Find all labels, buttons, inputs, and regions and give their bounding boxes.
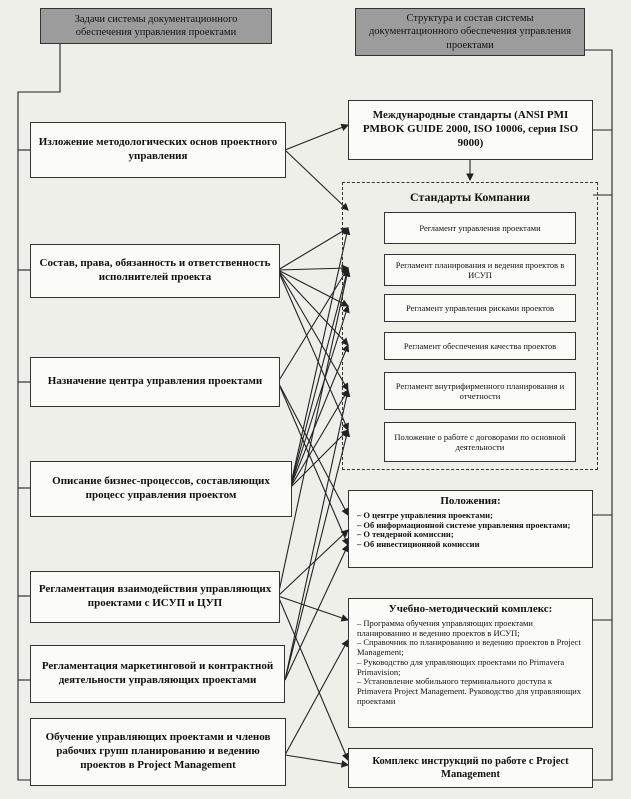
std-item-4: Регламент обеспечения качества проектов <box>384 332 576 360</box>
regulation-item: – О тендерной комиссии; <box>357 529 454 540</box>
std-item-1: Регламент управления проектами <box>384 212 576 244</box>
task-training: Обучение управляющих проектами и членов рабочих групп планированию и ведению проектов в Project Management <box>30 718 286 786</box>
training-item: – Справочник по планированию и ведению проектов в Project Management; <box>357 637 581 658</box>
regulations-title: Положения: <box>440 495 501 507</box>
task-pmo: Назначение центра управления проектами <box>30 357 280 407</box>
training-complex-title: Учебно-методический комплекс: <box>388 603 553 615</box>
std-item-2: Регламент планирования и ведения проектов в ИСУП <box>384 254 576 286</box>
task-business-processes: Описание бизнес-процессов, составляющих процесс управления проектом <box>30 461 292 517</box>
intl-standards-box: Международные стандарты (ANSI PMI PMBOK GUIDE 2000, ISO 10006, серия ISO 9000) <box>348 100 593 160</box>
training-complex-box <box>348 598 593 728</box>
regulation-item: – О центре управления проектами; <box>357 509 493 520</box>
std-item-5: Регламент внутрифирменного планирования и отчетности <box>384 372 576 410</box>
regulation-item: – Об инвестиционной комиссии <box>357 539 480 550</box>
structure-header: Структура и состав системы документационного обеспечения управления проектами <box>355 8 585 56</box>
regulations-box <box>348 490 593 568</box>
std-item-3: Регламент управления рисками проектов <box>384 294 576 322</box>
instructions-box: Комплекс инструкций по работе с Project Management <box>348 748 593 788</box>
training-item: – Руководство для управляющих проектами по Primavera Primavision; <box>357 656 565 677</box>
task-roles: Состав, права, обязанность и ответственность исполнителей проекта <box>30 244 280 298</box>
task-marketing: Регламентация маркетинговой и контрактной деятельности управляющих проектами <box>30 645 285 703</box>
task-methodology: Изложение методологических основ проектного управления <box>30 122 286 178</box>
tasks-header: Задачи системы документационного обеспечения управления проектами <box>40 8 272 44</box>
task-interaction: Регламентация взаимодействия управляющих проектами с ИСУП и ЦУП <box>30 571 280 623</box>
company-standards-title: Стандарты Компании <box>409 190 531 204</box>
training-item: – Программа обучения управляющих проектами планированию и ведению проектов в ИСУП; <box>357 617 533 638</box>
std-item-6: Положение о работе с договорами по основной деятельности <box>384 422 576 462</box>
training-item: – Установление мобильного терминального доступа к Primavera Project Management. Руководство для управляющих проектами <box>357 676 582 706</box>
regulation-item: – Об информационной системе управления проектами; <box>357 519 571 530</box>
